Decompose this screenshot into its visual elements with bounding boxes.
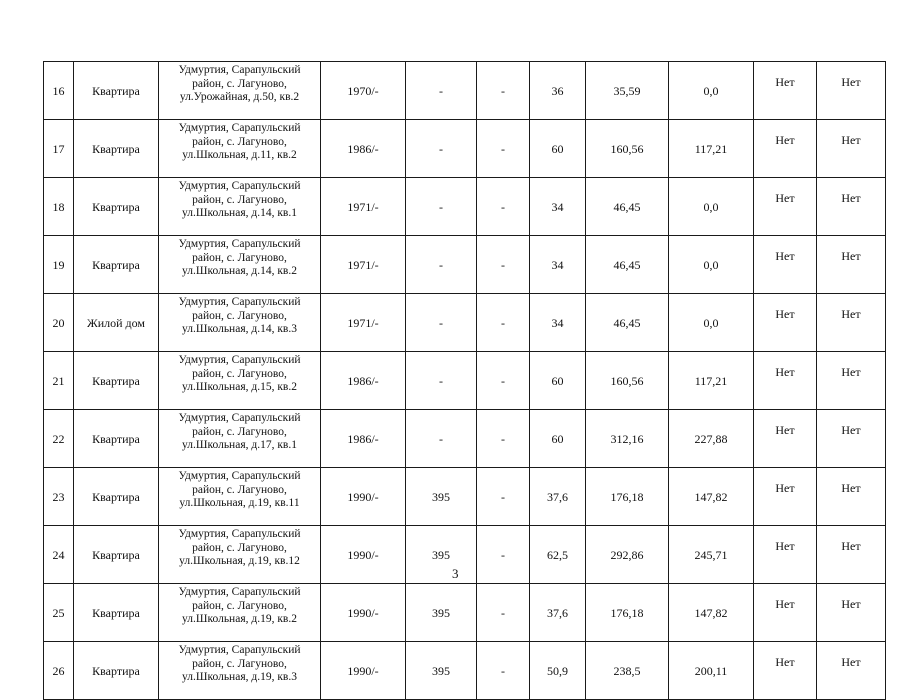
year-cell: 1990/- bbox=[321, 468, 406, 526]
year-cell: 1986/- bbox=[321, 120, 406, 178]
address-line-street: ул.Школьная, д.19, кв.11 bbox=[179, 497, 300, 509]
row-number-cell: 22 bbox=[44, 410, 74, 468]
object-type-cell: Квартира bbox=[74, 642, 159, 700]
value-cell-1: 395 bbox=[406, 584, 477, 642]
value-cell-3: 36 bbox=[530, 62, 586, 120]
address-line-locality: район, с. Лагуново, bbox=[192, 599, 287, 612]
row-number-cell: 23 bbox=[44, 468, 74, 526]
value-cell-3: 34 bbox=[530, 236, 586, 294]
value-cell-2: - bbox=[477, 236, 530, 294]
value-cell-3: 37,6 bbox=[530, 584, 586, 642]
address-cell bbox=[159, 584, 321, 642]
address-line-locality: район, с. Лагуново, bbox=[192, 541, 287, 554]
flag-cell-1: Нет bbox=[754, 410, 817, 468]
flag-cell-2: Нет bbox=[817, 526, 886, 584]
flag-cell-1: Нет bbox=[754, 526, 817, 584]
value-cell-2: - bbox=[477, 468, 530, 526]
value-cell-5: 117,21 bbox=[669, 120, 754, 178]
address-line-locality: район, с. Лагуново, bbox=[192, 77, 287, 90]
address-cell bbox=[159, 468, 321, 526]
table-row bbox=[44, 410, 886, 468]
row-number-cell: 18 bbox=[44, 178, 74, 236]
value-cell-1: - bbox=[406, 178, 477, 236]
flag-cell-2: Нет bbox=[817, 62, 886, 120]
row-number-cell: 24 bbox=[44, 526, 74, 584]
address-line-locality: район, с. Лагуново, bbox=[192, 483, 287, 496]
value-cell-4: 160,56 bbox=[586, 352, 669, 410]
address-line-street: ул.Школьная, д.19, кв.2 bbox=[182, 613, 297, 625]
year-cell: 1990/- bbox=[321, 526, 406, 584]
value-cell-1: 395 bbox=[406, 526, 477, 584]
value-cell-1: - bbox=[406, 352, 477, 410]
value-cell-4: 46,45 bbox=[586, 236, 669, 294]
object-type-cell: Квартира bbox=[74, 352, 159, 410]
flag-cell-2: Нет bbox=[817, 120, 886, 178]
value-cell-3: 62,5 bbox=[530, 526, 586, 584]
address-cell bbox=[159, 236, 321, 294]
value-cell-4: 292,86 bbox=[586, 526, 669, 584]
flag-cell-1: Нет bbox=[754, 62, 817, 120]
value-cell-1: - bbox=[406, 294, 477, 352]
address-line-street: ул.Школьная, д.14, кв.2 bbox=[182, 265, 297, 277]
year-cell: 1971/- bbox=[321, 236, 406, 294]
address-line-region: Удмуртия, Сарапульский bbox=[178, 586, 301, 598]
object-type-cell: Квартира bbox=[74, 468, 159, 526]
value-cell-5: 147,82 bbox=[669, 468, 754, 526]
address-cell bbox=[159, 410, 321, 468]
object-type-cell: Жилой дом bbox=[74, 294, 159, 352]
value-cell-4: 176,18 bbox=[586, 468, 669, 526]
value-cell-5: 227,88 bbox=[669, 410, 754, 468]
address-line-locality: район, с. Лагуново, bbox=[192, 251, 287, 264]
year-cell: 1990/- bbox=[321, 642, 406, 700]
table-row bbox=[44, 236, 886, 294]
object-type-cell: Квартира bbox=[74, 178, 159, 236]
object-type-cell: Квартира bbox=[74, 236, 159, 294]
flag-cell-2: Нет bbox=[817, 410, 886, 468]
address-line-region: Удмуртия, Сарапульский bbox=[178, 64, 301, 76]
flag-cell-1: Нет bbox=[754, 352, 817, 410]
year-cell: 1986/- bbox=[321, 410, 406, 468]
address-cell bbox=[159, 352, 321, 410]
table-row bbox=[44, 178, 886, 236]
address-line-region: Удмуртия, Сарапульский bbox=[178, 644, 301, 656]
address-line-locality: район, с. Лагуново, bbox=[192, 193, 287, 206]
value-cell-5: 200,11 bbox=[669, 642, 754, 700]
property-table-body bbox=[44, 62, 886, 700]
value-cell-1: - bbox=[406, 236, 477, 294]
flag-cell-1: Нет bbox=[754, 236, 817, 294]
row-number-cell: 17 bbox=[44, 120, 74, 178]
address-line-region: Удмуртия, Сарапульский bbox=[178, 238, 301, 250]
table-row bbox=[44, 526, 886, 584]
address-line-street: ул.Школьная, д.14, кв.3 bbox=[182, 323, 297, 335]
object-type-cell: Квартира bbox=[74, 120, 159, 178]
value-cell-4: 312,16 bbox=[586, 410, 669, 468]
value-cell-4: 238,5 bbox=[586, 642, 669, 700]
year-cell: 1990/- bbox=[321, 584, 406, 642]
flag-cell-1: Нет bbox=[754, 468, 817, 526]
address-line-region: Удмуртия, Сарапульский bbox=[178, 122, 301, 134]
flag-cell-1: Нет bbox=[754, 120, 817, 178]
flag-cell-2: Нет bbox=[817, 584, 886, 642]
year-cell: 1971/- bbox=[321, 294, 406, 352]
value-cell-2: - bbox=[477, 526, 530, 584]
address-line-region: Удмуртия, Сарапульский bbox=[178, 354, 301, 366]
flag-cell-1: Нет bbox=[754, 178, 817, 236]
address-cell bbox=[159, 526, 321, 584]
value-cell-5: 0,0 bbox=[669, 236, 754, 294]
value-cell-4: 46,45 bbox=[586, 294, 669, 352]
value-cell-2: - bbox=[477, 410, 530, 468]
value-cell-2: - bbox=[477, 120, 530, 178]
address-line-locality: район, с. Лагуново, bbox=[192, 367, 287, 380]
table-row bbox=[44, 62, 886, 120]
value-cell-5: 147,82 bbox=[669, 584, 754, 642]
value-cell-2: - bbox=[477, 178, 530, 236]
flag-cell-2: Нет bbox=[817, 178, 886, 236]
table-row bbox=[44, 294, 886, 352]
value-cell-4: 35,59 bbox=[586, 62, 669, 120]
table-row bbox=[44, 468, 886, 526]
value-cell-4: 46,45 bbox=[586, 178, 669, 236]
property-table bbox=[43, 61, 886, 700]
flag-cell-2: Нет bbox=[817, 642, 886, 700]
value-cell-5: 0,0 bbox=[669, 62, 754, 120]
flag-cell-2: Нет bbox=[817, 352, 886, 410]
address-line-region: Удмуртия, Сарапульский bbox=[178, 296, 301, 308]
value-cell-4: 160,56 bbox=[586, 120, 669, 178]
value-cell-1: - bbox=[406, 62, 477, 120]
address-cell bbox=[159, 642, 321, 700]
row-number-cell: 20 bbox=[44, 294, 74, 352]
row-number-cell: 19 bbox=[44, 236, 74, 294]
address-cell bbox=[159, 178, 321, 236]
value-cell-5: 245,71 bbox=[669, 526, 754, 584]
value-cell-3: 50,9 bbox=[530, 642, 586, 700]
table-row bbox=[44, 642, 886, 700]
value-cell-1: - bbox=[406, 120, 477, 178]
row-number-cell: 16 bbox=[44, 62, 74, 120]
value-cell-5: 0,0 bbox=[669, 178, 754, 236]
value-cell-2: - bbox=[477, 62, 530, 120]
value-cell-2: - bbox=[477, 642, 530, 700]
address-cell bbox=[159, 120, 321, 178]
value-cell-3: 34 bbox=[530, 294, 586, 352]
address-line-street: ул.Школьная, д.15, кв.2 bbox=[182, 381, 297, 393]
value-cell-3: 60 bbox=[530, 410, 586, 468]
value-cell-3: 37,6 bbox=[530, 468, 586, 526]
object-type-cell: Квартира bbox=[74, 62, 159, 120]
row-number-cell: 21 bbox=[44, 352, 74, 410]
year-cell: 1971/- bbox=[321, 178, 406, 236]
value-cell-5: 117,21 bbox=[669, 352, 754, 410]
address-line-street: ул.Урожайная, д.50, кв.2 bbox=[179, 91, 300, 103]
row-number-cell: 25 bbox=[44, 584, 74, 642]
address-line-street: ул.Школьная, д.19, кв.12 bbox=[179, 555, 300, 567]
value-cell-3: 34 bbox=[530, 178, 586, 236]
flag-cell-2: Нет bbox=[817, 294, 886, 352]
address-line-locality: район, с. Лагуново, bbox=[192, 657, 287, 670]
flag-cell-1: Нет bbox=[754, 584, 817, 642]
table-row bbox=[44, 584, 886, 642]
value-cell-5: 0,0 bbox=[669, 294, 754, 352]
flag-cell-2: Нет bbox=[817, 236, 886, 294]
value-cell-3: 60 bbox=[530, 352, 586, 410]
year-cell: 1970/- bbox=[321, 62, 406, 120]
object-type-cell: Квартира bbox=[74, 410, 159, 468]
flag-cell-1: Нет bbox=[754, 294, 817, 352]
address-cell bbox=[159, 62, 321, 120]
value-cell-1: 395 bbox=[406, 642, 477, 700]
flag-cell-2: Нет bbox=[817, 468, 886, 526]
value-cell-2: - bbox=[477, 294, 530, 352]
row-number-cell: 26 bbox=[44, 642, 74, 700]
address-line-street: ул.Школьная, д.14, кв.1 bbox=[182, 207, 297, 219]
value-cell-1: 395 bbox=[406, 468, 477, 526]
address-line-street: ул.Школьная, д.17, кв.1 bbox=[182, 439, 297, 451]
address-line-region: Удмуртия, Сарапульский bbox=[178, 180, 301, 192]
value-cell-4: 176,18 bbox=[586, 584, 669, 642]
value-cell-2: - bbox=[477, 584, 530, 642]
address-line-locality: район, с. Лагуново, bbox=[192, 309, 287, 322]
address-line-street: ул.Школьная, д.19, кв.3 bbox=[182, 671, 297, 683]
flag-cell-1: Нет bbox=[754, 642, 817, 700]
address-line-locality: район, с. Лагуново, bbox=[192, 425, 287, 438]
value-cell-2: - bbox=[477, 352, 530, 410]
address-cell bbox=[159, 294, 321, 352]
address-line-region: Удмуртия, Сарапульский bbox=[178, 470, 301, 482]
address-line-street: ул.Школьная, д.11, кв.2 bbox=[182, 149, 297, 161]
address-line-locality: район, с. Лагуново, bbox=[192, 135, 287, 148]
table-row bbox=[44, 352, 886, 410]
page-number: 3 bbox=[452, 566, 459, 581]
value-cell-3: 60 bbox=[530, 120, 586, 178]
value-cell-1: - bbox=[406, 410, 477, 468]
table-row bbox=[44, 120, 886, 178]
address-line-region: Удмуртия, Сарапульский bbox=[178, 528, 301, 540]
year-cell: 1986/- bbox=[321, 352, 406, 410]
object-type-cell: Квартира bbox=[74, 584, 159, 642]
object-type-cell: Квартира bbox=[74, 526, 159, 584]
address-line-region: Удмуртия, Сарапульский bbox=[178, 412, 301, 424]
